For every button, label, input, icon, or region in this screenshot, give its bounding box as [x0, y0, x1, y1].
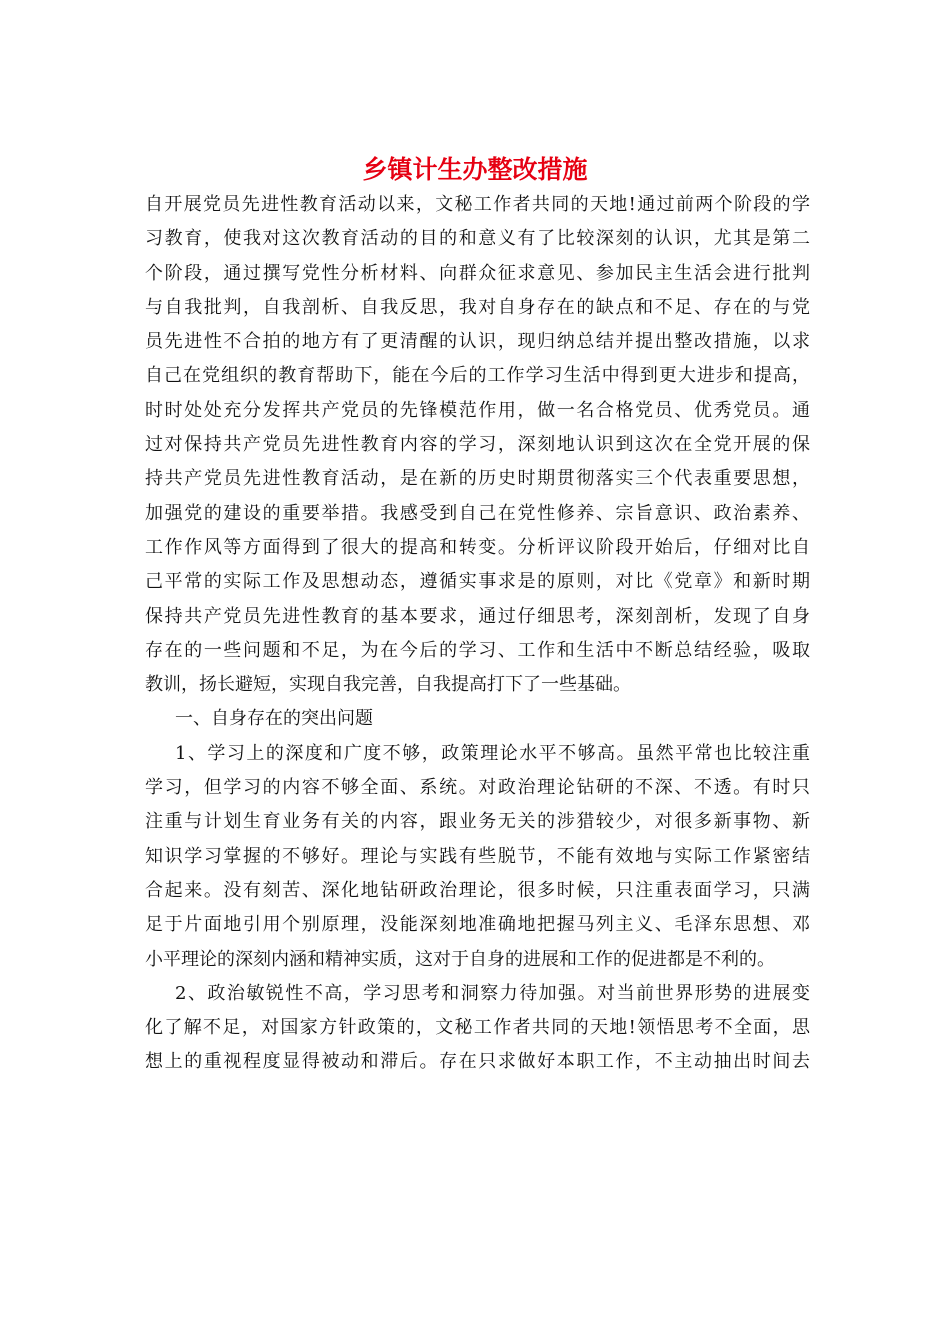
text-line: 足于片面地引用个别原理，没能深刻地准确地把握马列主义、毛泽东思想、邓	[145, 914, 810, 936]
text-line: 个阶段，通过撰写党性分析材料、向群众征求意见、参加民主生活会进行批判	[145, 262, 810, 284]
text-line: 小平理论的深刻内涵和精神实质，这对于自身的进展和工作的促进都是不利的。	[145, 948, 775, 970]
document-body	[145, 188, 810, 1080]
text-line: 注重与计划生育业务有关的内容，跟业务无关的涉猎较少，对很多新事物、新	[145, 811, 810, 833]
text-line: 过对保持共产党员先进性教育内容的学习，深刻地认识到这次在全党开展的保	[145, 434, 810, 456]
text-line: 存在的一些问题和不足，为在今后的学习、工作和生活中不断总结经验，吸取	[145, 639, 810, 661]
text-line: 己平常的实际工作及思想动态，遵循实事求是的原则，对比《党章》和新时期	[145, 571, 810, 593]
text-line: 知识学习掌握的不够好。理论与实践有些脱节，不能有效地与实际工作紧密结	[145, 845, 810, 867]
text-line: 教训，扬长避短，实现自我完善，自我提高打下了一些基础。	[145, 674, 631, 696]
document-title: 乡镇计生办整改措施	[362, 155, 588, 184]
text-line: 想上的重视程度显得被动和滞后。存在只求做好本职工作，不主动抽出时间去	[145, 1051, 810, 1073]
text-line: 一、自身存在的突出问题	[175, 708, 373, 730]
text-line: 合起来。没有刻苦、深化地钻研政治理论，很多时候，只注重表面学习，只满	[145, 879, 810, 901]
text-line: 习教育，使我对这次教育活动的目的和意义有了比较深刻的认识，尤其是第二	[145, 228, 810, 250]
text-line: 化了解不足，对国家方针政策的，文秘工作者共同的天地!领悟思考不全面，思	[145, 1017, 810, 1039]
text-line: 2、政治敏锐性不高，学习思考和洞察力待加强。对当前世界形势的进展变	[175, 982, 810, 1004]
text-line: 工作作风等方面得到了很大的提高和转变。分析评议阶段开始后，仔细对比自	[145, 536, 810, 558]
text-line: 时时处处充分发挥共产党员的先锋模范作用，做一名合格党员、优秀党员。通	[145, 399, 810, 421]
text-line: 保持共产党员先进性教育的基本要求，通过仔细思考，深刻剖析，发现了自身	[145, 605, 810, 627]
text-line: 加强党的建设的重要举措。我感受到自己在党性修养、宗旨意识、政治素养、	[145, 502, 810, 524]
text-line: 1、学习上的深度和广度不够，政策理论水平不够高。虽然平常也比较注重	[175, 742, 810, 764]
text-line: 员先进性不合拍的地方有了更清醒的认识，现归纳总结并提出整改措施，以求	[145, 331, 810, 353]
text-line: 学习，但学习的内容不够全面、系统。对政治理论钻研的不深、不透。有时只	[145, 777, 810, 799]
text-line: 自开展党员先进性教育活动以来，文秘工作者共同的天地!通过前两个阶段的学	[145, 194, 810, 215]
text-line: 持共产党员先进性教育活动，是在新的历史时期贯彻落实三个代表重要思想，	[145, 468, 810, 490]
text-line: 自己在党组织的教育帮助下，能在今后的工作学习生活中得到更大进步和提高，	[145, 365, 810, 387]
text-line: 与自我批判，自我剖析、自我反思，我对自身存在的缺点和不足、存在的与党	[145, 296, 810, 318]
